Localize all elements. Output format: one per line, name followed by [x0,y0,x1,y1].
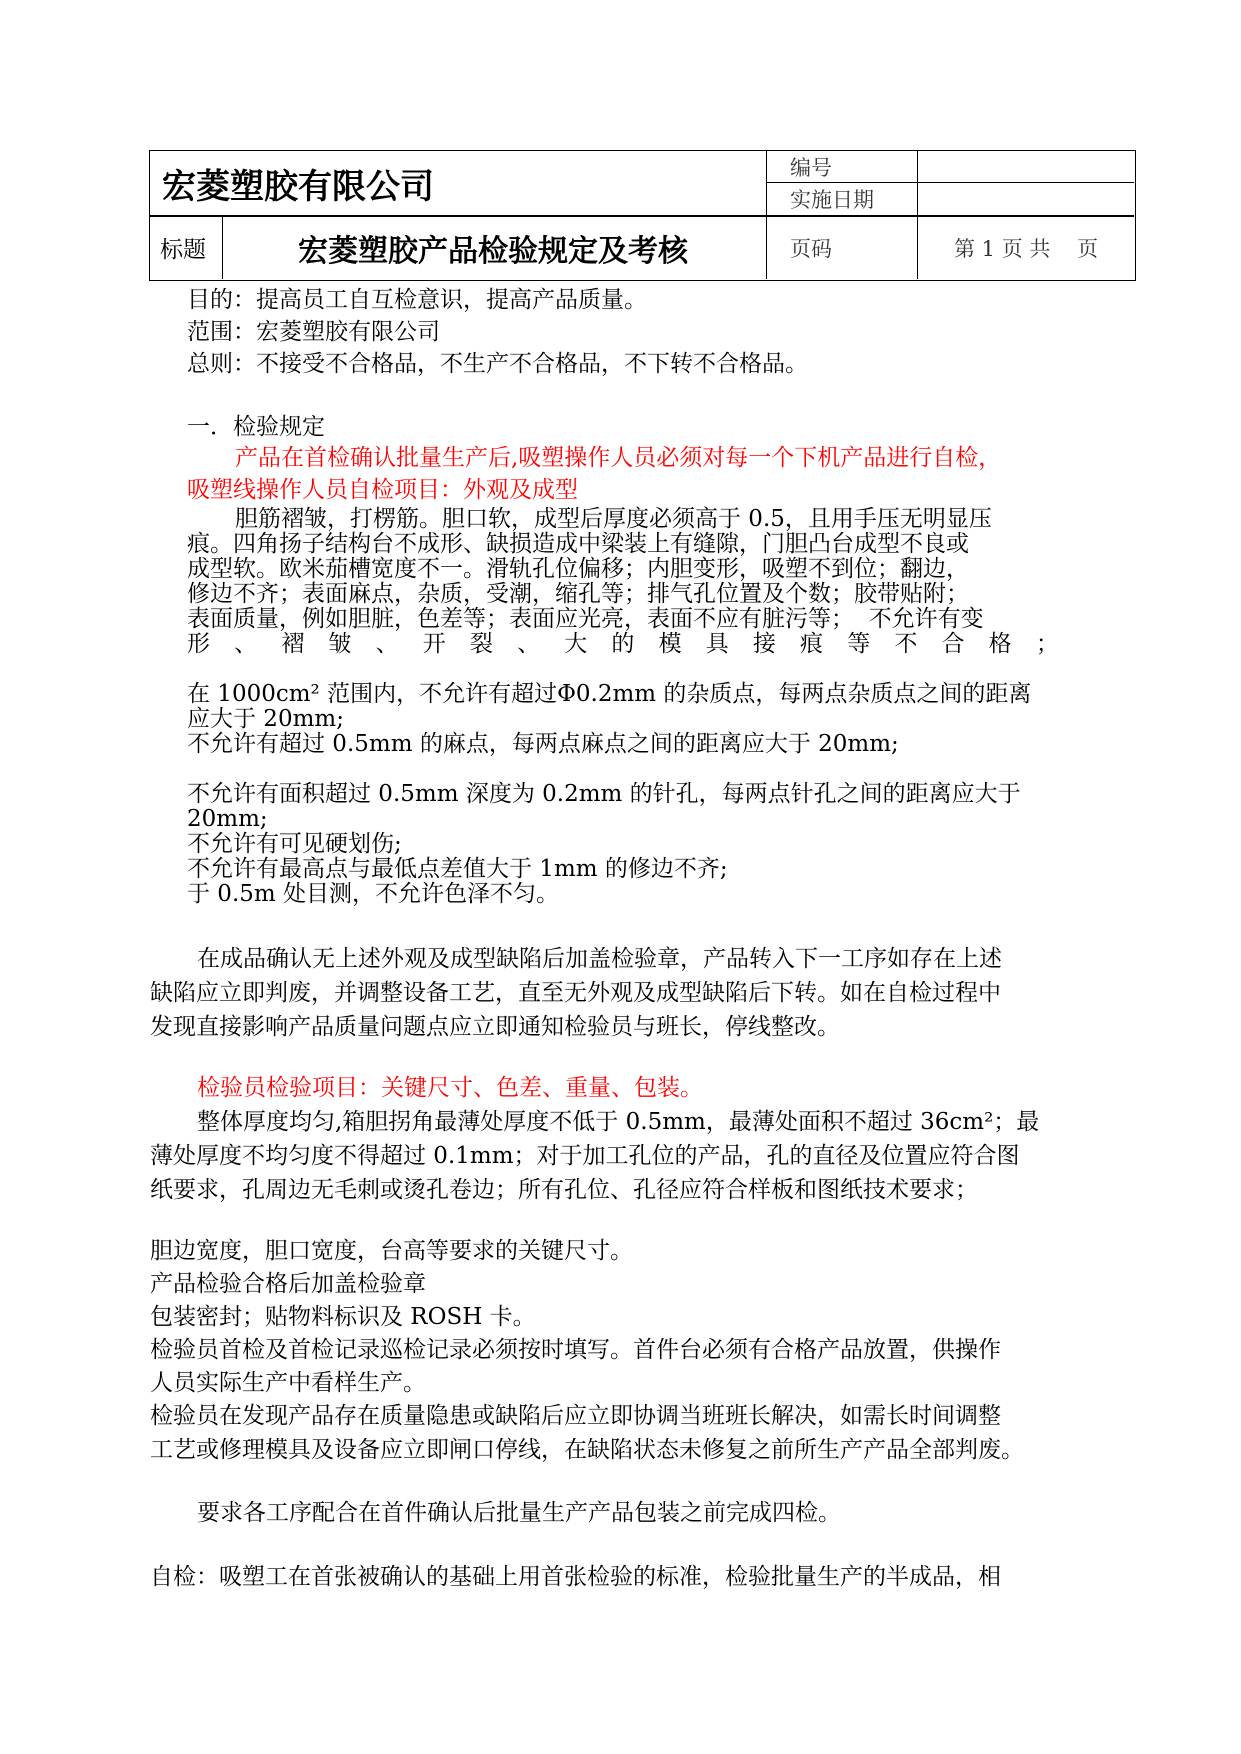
red-note: 产品在首检确认批量生产后,吸塑操作人员必须对每一个下机产品进行自检， [235,445,1002,471]
char: 开 [422,631,446,657]
page-label: 页码 [790,236,832,261]
code-label: 编号 [790,155,832,180]
paragraph-line: 整体厚度均匀,箱胆拐角最薄处厚度不低于 0.5mm，最薄处面积不超过 36cm²；最 [197,1109,1040,1135]
paragraph-line: 在成品确认无上述外观及成型缺陷后加盖检验章，产品转入下一工序如存在上述 [197,946,1002,972]
principle-line: 总则：不接受不合格品，不生产不合格品，不下转不合格品。 [187,351,808,377]
rule-line: 于 0.5m 处目测，不允许色泽不匀。 [187,881,560,907]
rule-line: 不允许有面积超过 0.5mm 深度为 0.2mm 的针孔，每两点针孔之间的距离应大于 [187,781,1021,807]
rule-line: 20mm; [187,806,268,832]
page-value: 第 1 页 共 页 [954,236,1099,261]
red-note: 检验员检验项目：关键尺寸、色差、重量、包装。 [197,1075,703,1101]
paragraph-line: 工艺或修理模具及设备应立即闸口停线，在缺陷状态未修复之前所生产产品全部判废。 [150,1437,1024,1463]
char: 等 [847,631,871,657]
char: 具 [705,631,729,657]
paragraph-line: 发现直接影响产品质量问题点应立即通知检验员与班长，停线整改。 [150,1014,840,1040]
char: 、 [234,631,258,657]
paragraph-line: 人员实际生产中看样生产。 [150,1370,426,1396]
title-label: 标题 [160,237,206,263]
paragraph-line: 要求各工序配合在首件确认后批量生产产品包装之前完成四检。 [197,1500,841,1526]
char: 不 [894,631,918,657]
paragraph-line: 纸要求，孔周边无毛刺或烫孔卷边；所有孔位、孔径应符合样板和图纸技术要求； [150,1177,978,1203]
paragraph-line: 薄处厚度不均匀度不得超过 0.1mm；对于加工孔位的产品，孔的直径及位置应符合图 [150,1143,1020,1169]
section-heading: 一．检验规定 [187,414,325,440]
char: 皱 [328,631,352,657]
char: 模 [658,631,682,657]
red-note: 吸塑线操作人员自检项目：外观及成型 [187,477,578,503]
paragraph-line: 胆边宽度，胆口宽度，台高等要求的关键尺寸。 [150,1238,633,1264]
rule-line: 不允许有可见硬划伤; [187,831,402,857]
paragraph-line: 检验员在发现产品存在质量隐患或缺陷后应立即协调当班班长解决，如需长时间调整 [150,1403,1001,1429]
char: 大 [564,631,588,657]
char: 的 [611,631,635,657]
header-col-divider [917,151,918,279]
paragraph-line: 缺陷应立即判废，并调整设备工艺，直至无外观及成型缺陷后下转。如在自检过程中 [150,980,1001,1006]
paragraph-line: 包装密封；贴物料标识及 ROSH 卡。 [150,1304,536,1330]
paragraph-line: 胆筋褶皱，打楞筋。胆口软，成型后厚度必须高于 0.5，且用手压无明显压 [235,506,992,532]
paragraph-line: 产品检验合格后加盖检验章 [150,1271,426,1297]
rule-line: 在 1000cm² 范围内，不允许有超过Φ0.2mm 的杂质点，每两点杂质点之间的距离 [187,681,1032,707]
paragraph-line: 修边不齐；表面麻点，杂质，受潮，缩孔等；排气孔位置及个数；胶带贴附； [187,581,969,607]
rule-line: 不允许有最高点与最低点差值大于 1mm 的修边不齐; [187,856,728,882]
char: 合 [941,631,965,657]
char: 、 [517,631,541,657]
scope-line: 范围：宏菱塑胶有限公司 [187,319,440,345]
date-label: 实施日期 [790,188,874,212]
char: 、 [375,631,399,657]
char: 接 [752,631,776,657]
paragraph-line-justified [187,630,1059,658]
rule-line: 应大于 20mm; [187,706,344,732]
char: 痕 [800,631,824,657]
rule-line: 不允许有超过 0.5mm 的麻点，每两点麻点之间的距离应大于 20mm; [187,731,899,757]
char: 形 [187,631,210,657]
header-table [149,150,1136,281]
paragraph-line: 成型软。欧米茄槽宽度不一。滑轨孔位偏移；内胆变形，吸塑不到位；翻边， [187,556,969,582]
char: ； [1035,631,1059,657]
paragraph-line: 自检：吸塑工在首张被确认的基础上用首张检验的标准，检验批量生产的半成品，相 [150,1564,1001,1590]
document-title: 宏菱塑胶产品检验规定及考核 [298,233,688,269]
char: 褶 [281,631,305,657]
char: 格 [988,631,1012,657]
paragraph-line: 痕。四角扬子结构台不成形、缺损造成中梁装上有缝隙，门胆凸台成型不良或 [187,531,969,557]
char: 裂 [469,631,493,657]
paragraph-line: 表面质量，例如胆脏，色差等；表面应光亮，表面不应有脏污等； 不允许有变 [187,606,984,632]
company-name: 宏菱塑胶有限公司 [162,166,434,207]
header-col-divider [766,151,767,279]
header-col-divider [222,215,223,279]
paragraph-line: 检验员首检及首检记录巡检记录必须按时填写。首件台必须有合格产品放置，供操作 [150,1337,1001,1363]
purpose-line: 目的：提高员工自互检意识，提高产品质量。 [187,287,647,313]
